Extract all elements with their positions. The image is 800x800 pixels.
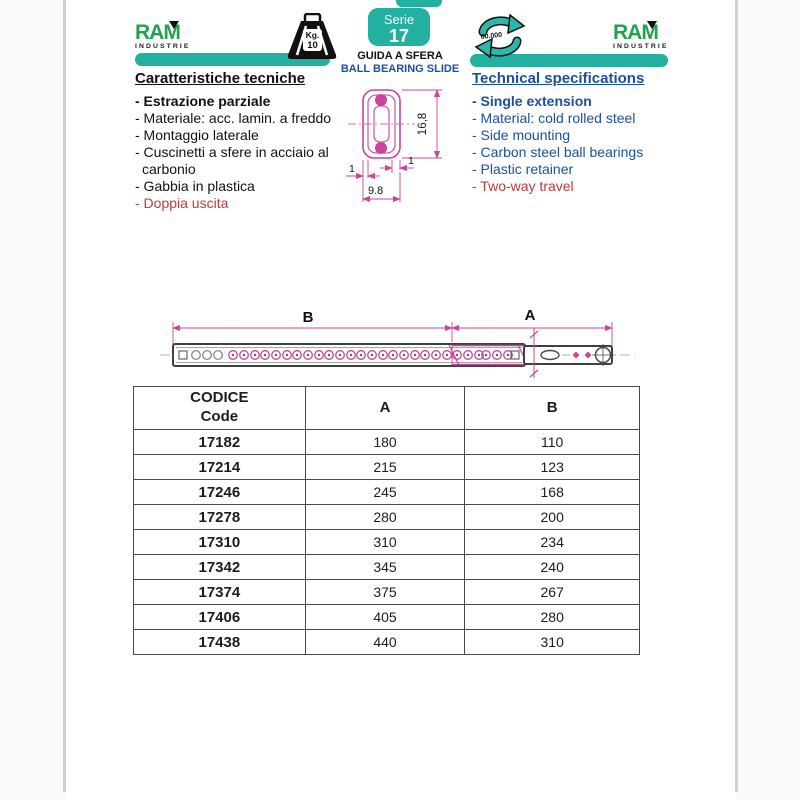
table-row [134, 480, 640, 505]
spec-item: - Single extension [472, 93, 592, 109]
cell-a: 245 [305, 480, 465, 505]
cell-a: 440 [305, 630, 465, 655]
spec-item: - Materiale: acc. lamin. a freddo [135, 110, 332, 126]
cell-a: 180 [305, 430, 465, 455]
cell-code: 17246 [134, 480, 306, 505]
specs-english [472, 70, 687, 195]
cell-code: 17406 [134, 605, 306, 630]
size-table [133, 386, 640, 655]
header-code [134, 387, 306, 430]
dim-width-label: 9.8 [368, 185, 384, 197]
cell-a: 405 [305, 605, 465, 630]
specs-italian-list [135, 93, 350, 212]
cell-a: 310 [305, 530, 465, 555]
spec-item: - Estrazione parziale [135, 93, 271, 109]
spec-item: - Material: cold rolled steel [472, 110, 636, 126]
serie-number: 17 [388, 26, 410, 46]
specs-italian-heading: Caratteristiche tecniche [135, 70, 306, 87]
ram-logo-subtext: INDUSTRIE [135, 43, 191, 50]
table-row [134, 430, 640, 455]
table-header-row [134, 387, 640, 430]
spec-item: - Doppia uscita [135, 195, 229, 211]
teal-fragment-top [396, 0, 442, 7]
ram-logo-left [135, 22, 205, 51]
weight-value-label: 10 [307, 40, 318, 51]
ram-logo-text: RAM [613, 21, 658, 44]
cell-a: 280 [305, 505, 465, 530]
cross-section-drawing [340, 78, 470, 218]
header-b: B [465, 387, 640, 430]
ram-logo-subtext: INDUSTRIE [613, 43, 669, 50]
cell-b: 110 [465, 430, 640, 455]
dim-height-label: 16,8 [417, 112, 429, 136]
cell-b: 200 [465, 505, 640, 530]
serie-label: Serie [383, 12, 415, 27]
cell-code: 17310 [134, 530, 306, 555]
dim-wall-right-label: 1 [408, 155, 414, 167]
table-row [134, 455, 640, 480]
spec-item: - Side mounting [472, 127, 571, 143]
dim-wall-left-label: 1 [349, 163, 355, 175]
cycles-count-label: 60.000 [480, 31, 503, 41]
spec-item: - Montaggio laterale [135, 127, 259, 143]
specs-english-list [472, 93, 687, 195]
specs-english-heading: Technical specifications [472, 70, 645, 87]
specs-italian [135, 70, 350, 212]
cell-code: 17374 [134, 580, 306, 605]
dim-b-label: B [302, 309, 314, 326]
spec-item: - Carbon steel ball bearings [472, 144, 644, 160]
cell-b: 168 [465, 480, 640, 505]
cell-code: 17342 [134, 555, 306, 580]
table-row [134, 505, 640, 530]
slide-side-view-drawing [130, 298, 655, 386]
cell-code: 17214 [134, 455, 306, 480]
cycles-icon [470, 11, 530, 61]
weight-capacity-icon [283, 13, 341, 63]
header-code-en: Code [200, 408, 239, 425]
header-a: A [305, 387, 465, 430]
table-row [134, 555, 640, 580]
product-title-italian: GUIDA A SFERA [357, 50, 443, 62]
cell-code: 17182 [134, 430, 306, 455]
dim-a-label: A [524, 307, 536, 324]
cell-code: 17278 [134, 505, 306, 530]
page-margin-line-right [735, 0, 738, 792]
serie-badge [368, 8, 430, 46]
page-margin-line-left [63, 0, 66, 792]
cell-b: 310 [465, 630, 640, 655]
cell-a: 345 [305, 555, 465, 580]
spec-item: - Cuscinetti a sfere in acciaio al carbonio [135, 144, 329, 177]
spec-item: - Plastic retainer [472, 161, 574, 177]
cell-b: 234 [465, 530, 640, 555]
header-code-it: CODICE [190, 389, 249, 407]
cell-a: 375 [305, 580, 465, 605]
cell-a: 215 [305, 455, 465, 480]
product-title-english: BALL BEARING SLIDE [340, 63, 460, 75]
table-row [134, 530, 640, 555]
cell-b: 280 [465, 605, 640, 630]
cell-code: 17438 [134, 630, 306, 655]
spec-item: - Two-way travel [472, 178, 574, 194]
spec-item: - Gabbia in plastica [135, 178, 255, 194]
ram-logo-text: RAM [135, 21, 180, 44]
cell-b: 240 [465, 555, 640, 580]
table-row [134, 630, 640, 655]
cell-b: 267 [465, 580, 640, 605]
weight-unit-label: Kg. [305, 30, 320, 40]
table-row [134, 580, 640, 605]
table-row [134, 605, 640, 630]
cell-b: 123 [465, 455, 640, 480]
ram-logo-right [613, 22, 683, 51]
